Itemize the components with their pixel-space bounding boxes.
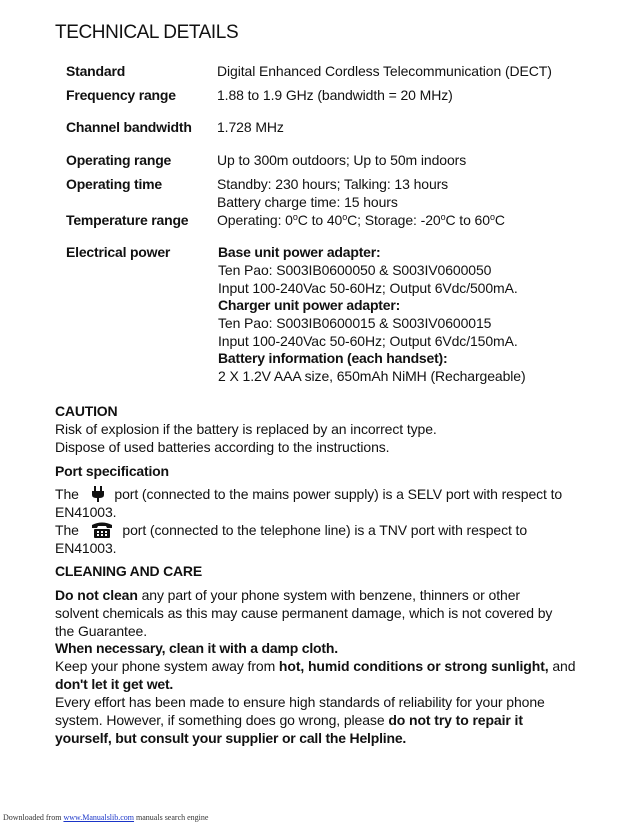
base-adapter-model: Ten Pao: S003IB0600050 & S003IV0600050 xyxy=(218,262,492,278)
cleaning-p2: When necessary, clean it with a damp cloth. xyxy=(55,640,338,656)
port-line-2: The port (connected to the telephone line) is a TNV port with respect to xyxy=(55,522,527,541)
cleaning-p1-line-3: the Guarantee. xyxy=(55,623,147,639)
base-adapter-io: Input 100-240Vac 50-60Hz; Output 6Vdc/500mA. xyxy=(218,280,518,296)
base-adapter-heading: Base unit power adapter: xyxy=(218,244,381,260)
port-spec-heading: Port specification xyxy=(55,463,169,479)
footer-credit: Downloaded from www.Manualslib.com manuals search engine xyxy=(3,813,209,822)
telephone-icon xyxy=(91,522,113,541)
spec-label-channel-bandwidth: Channel bandwidth xyxy=(66,119,192,135)
charger-adapter-io: Input 100-240Vac 50-60Hz; Output 6Vdc/150mA. xyxy=(218,333,518,349)
cleaning-p3-line-1: Keep your phone system away from hot, humid conditions or strong sunlight, and xyxy=(55,658,576,674)
cleaning-p4-line-2: system. However, if something does go wrong, please do not try to repair it xyxy=(55,712,523,728)
page-title: TECHNICAL DETAILS xyxy=(55,22,239,43)
spec-value-frequency: 1.88 to 1.9 GHz (bandwidth = 20 MHz) xyxy=(217,87,453,103)
spec-label-operating-time: Operating time xyxy=(66,176,162,192)
spec-value-operating-time: Standby: 230 hours; Talking: 13 hours xyxy=(217,176,449,192)
cleaning-heading: CLEANING AND CARE xyxy=(55,563,202,579)
battery-value: 2 X 1.2V AAA size, 650mAh NiMH (Rechargeable) xyxy=(218,368,526,384)
spec-value-standard: Digital Enhanced Cordless Telecommunication (DECT) xyxy=(217,63,552,79)
port-line-2-cont: EN41003. xyxy=(55,540,117,556)
battery-heading: Battery information (each handset): xyxy=(218,350,448,366)
charger-adapter-heading: Charger unit power adapter: xyxy=(218,297,401,313)
spec-label-operating-range: Operating range xyxy=(66,152,172,168)
caution-line-1: Risk of explosion if the battery is replaced by an incorrect type. xyxy=(55,421,437,437)
spec-value-charge-time: Battery charge time: 15 hours xyxy=(217,194,398,210)
caution-heading: CAUTION xyxy=(55,403,118,419)
spec-label-standard: Standard xyxy=(66,63,126,79)
manualslib-link[interactable]: www.Manualslib.com xyxy=(63,813,135,822)
spec-label-electrical-power: Electrical power xyxy=(66,244,171,260)
spec-value-temperature: Operating: 0$^o$C to 40$^o$C; Storage: -20$^o$C to 60$^o$C xyxy=(217,212,505,228)
cleaning-p1-line-2: solvent chemicals as this may cause permanent damage, which is not covered by xyxy=(55,605,553,621)
power-plug-icon xyxy=(91,486,105,505)
port-line-1: The port (connected to the mains power supply) is a SELV port with respect to xyxy=(55,486,562,505)
port-line-1-cont: EN41003. xyxy=(55,504,117,520)
spec-value-operating-range: Up to 300m outdoors; Up to 50m indoors xyxy=(217,152,467,168)
charger-adapter-model: Ten Pao: S003IB0600015 & S003IV0600015 xyxy=(218,315,492,331)
cleaning-p3-line-2: don't let it get wet. xyxy=(55,676,174,692)
caution-line-2: Dispose of used batteries according to the instructions. xyxy=(55,439,390,455)
cleaning-p1-line-1: Do not clean any part of your phone system with benzene, thinners or other xyxy=(55,587,520,603)
spec-label-frequency: Frequency range xyxy=(66,87,176,103)
cleaning-p4-line-1: Every effort has been made to ensure high standards of reliability for your phone xyxy=(55,694,545,710)
spec-value-channel-bandwidth: 1.728 MHz xyxy=(217,119,284,135)
cleaning-p4-line-3: yourself, but consult your supplier or call the Helpline. xyxy=(55,730,407,746)
spec-label-temperature: Temperature range xyxy=(66,212,189,228)
